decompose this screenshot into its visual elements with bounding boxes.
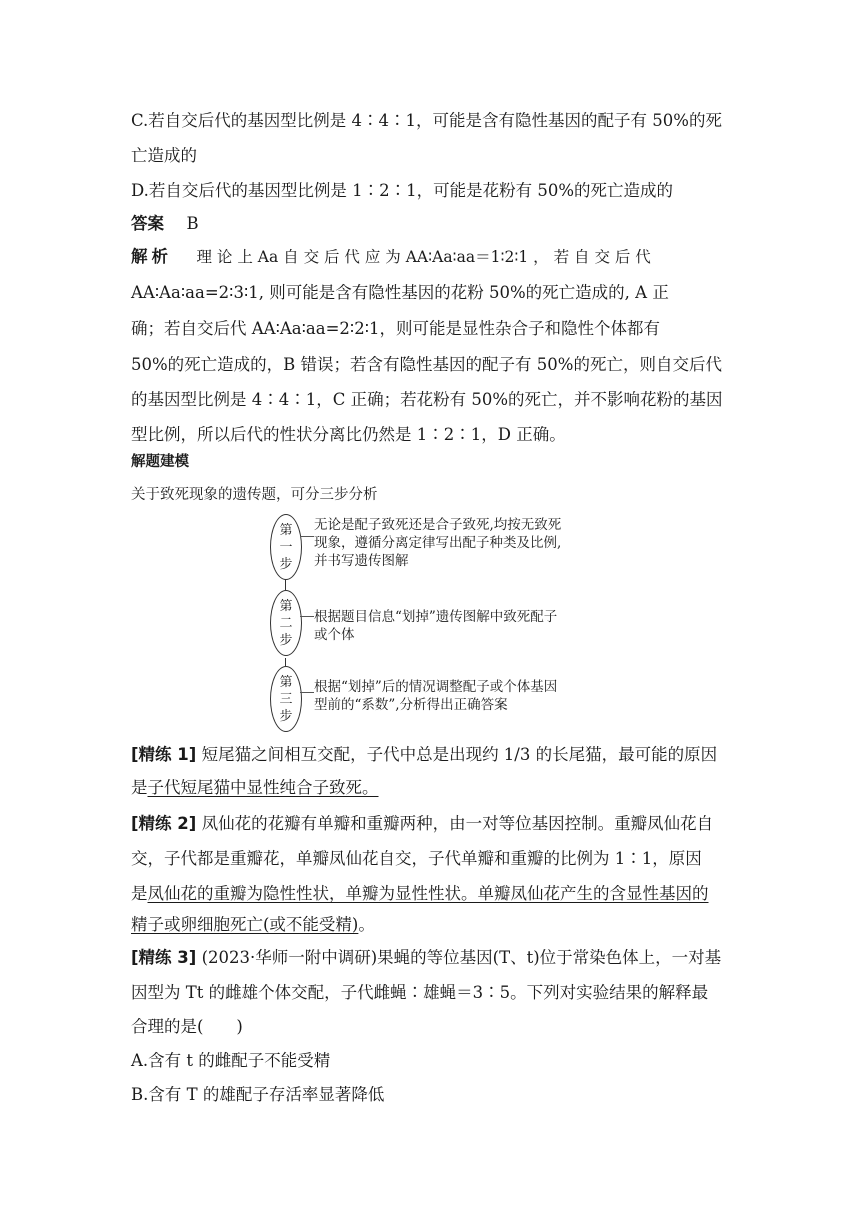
three-step-diagram — [262, 512, 602, 734]
practice-1-answer: 子代短尾猫中显性纯合子致死。 — [147, 778, 379, 797]
practice-2-end: 。 — [358, 915, 375, 934]
step-3-char-1: 第 — [279, 674, 293, 690]
step-1-text-line-1: 无论是配子致死还是合子致死,均按无致死 — [314, 517, 562, 533]
step-2-oval — [270, 590, 302, 656]
practice-3-line-2: 因型为 Tt 的雌雄个体交配，子代雌蝇∶雄蝇＝3∶5。下列对实验结果的解释最 — [131, 983, 709, 1002]
step-1-text-line-2: 现象，遵循分离定律写出配子种类及比例, — [314, 535, 562, 551]
practice-1-text: 短尾猫之间相互交配，子代中总是出现约 1/3 的长尾猫，最可能的原因 — [201, 745, 718, 764]
analysis-line-6: 型比例，所以后代的性状分离比仍然是 1∶2∶1，D 正确。 — [131, 425, 566, 444]
practice-2-prefix: 是 — [131, 884, 148, 903]
step-2-text-line-1: 根据题目信息“划掉”遗传图解中致死配子 — [314, 609, 558, 625]
step-2-text-line-2: 或个体 — [314, 627, 355, 643]
practice-1-prefix: 是 — [131, 778, 148, 797]
answer-label: 答案 — [131, 214, 164, 233]
practice-2-answer-a: 凤仙花的重瓣为隐性性状，单瓣为显性性状。单瓣凤仙花产生的含显性基因的 — [147, 884, 709, 903]
step-2-char-3: 步 — [279, 632, 293, 648]
analysis-line-5: 的基因型比例是 4∶4∶1，C 正确；若花粉有 50%的死亡，并不影响花粉的基因 — [131, 390, 723, 409]
model-intro: 关于致死现象的遗传题，可分三步分析 — [131, 487, 378, 503]
practice-3-option-b: B.含有 T 的雄配子存活率显著降低 — [131, 1085, 385, 1104]
practice-3-text: (2023·华师一附中调研)果蝇的等位基因(T、t)位于常染色体上，一对基 — [201, 948, 722, 967]
step-3-text-line-1: 根据“划掉”后的情况调整配子或个体基因 — [314, 679, 558, 695]
practice-3-option-a: A.含有 t 的雌配子不能受精 — [131, 1051, 331, 1070]
practice-3-label: [精练 3] — [131, 948, 197, 967]
practice-2-text: 凤仙花的花瓣有单瓣和重瓣两种，由一对等位基因控制。重瓣凤仙花自 — [201, 814, 714, 833]
step-2-text — [314, 608, 604, 644]
practice-2-line-1 — [131, 813, 731, 835]
practice-1-line-2 — [131, 777, 731, 799]
practice-2-label: [精练 2] — [131, 814, 197, 833]
analysis-text-1: 理 论 上 Aa 自 交 后 代 应 为 AA∶Aa∶aa＝1∶2∶1 ， 若 自 交 后 代 — [196, 248, 651, 266]
option-d: D.若自交后代的基因型比例是 1∶2∶1，可能是花粉有 50%的死亡造成的 — [131, 181, 674, 200]
practice-3-line-3: 合理的是( ) — [131, 1017, 243, 1036]
step-1-text — [314, 516, 604, 570]
step-3-oval — [270, 666, 302, 732]
practice-1-label: [精练 1] — [131, 745, 197, 764]
answer-value: B — [186, 214, 199, 233]
practice-1-line-1 — [131, 744, 731, 766]
step-1-char-3: 步 — [279, 556, 293, 572]
connector-2-3 — [285, 658, 286, 666]
analysis-label: 解析 — [131, 247, 172, 266]
step-3-dash — [300, 692, 314, 693]
step-1-dash — [300, 536, 314, 537]
analysis-line-3: 确；若自交后代 AA∶Aa∶aa=2∶2∶1，则可能是显性杂合子和隐性个体都有 — [131, 319, 660, 338]
step-1-char-1: 第 — [279, 522, 293, 538]
step-1-oval — [270, 514, 302, 580]
answer-line — [131, 213, 731, 235]
practice-2-line-3 — [131, 883, 731, 905]
step-3-char-2: 三 — [279, 691, 293, 707]
step-1-text-line-3: 并书写遗传图解 — [314, 553, 409, 569]
step-3-text — [314, 678, 604, 714]
step-2-char-1: 第 — [279, 598, 293, 614]
step-2-char-2: 二 — [279, 615, 293, 631]
practice-2-answer-b: 精子或卵细胞死亡(或不能受精) — [131, 915, 359, 934]
practice-2-line-2: 交，子代都是重瓣花，单瓣凤仙花自交，子代单瓣和重瓣的比例为 1∶1，原因 — [131, 849, 702, 868]
analysis-line-2: AA∶Aa∶aa=2∶3∶1, 则可能是含有隐性基因的花粉 50%的死亡造成的, A 正 — [131, 283, 669, 302]
analysis-line-4: 50%的死亡造成的，B 错误；若含有隐性基因的配子有 50%的死亡，则自交后代 — [131, 355, 722, 374]
option-c-line-1: C.若自交后代的基因型比例是 4∶4∶1，可能是含有隐性基因的配子有 50%的死 — [131, 111, 722, 130]
option-c-line-2: 亡造成的 — [131, 146, 197, 165]
model-title: 解题建模 — [131, 454, 189, 470]
analysis-line-1 — [131, 246, 731, 268]
step-2-dash — [300, 616, 314, 617]
practice-2-line-4 — [131, 914, 731, 936]
step-1-char-2: 一 — [279, 539, 293, 555]
step-3-char-3: 步 — [279, 708, 293, 724]
step-3-text-line-2: 型前的“系数”,分析得出正确答案 — [314, 697, 508, 713]
practice-3-line-1 — [131, 947, 731, 969]
